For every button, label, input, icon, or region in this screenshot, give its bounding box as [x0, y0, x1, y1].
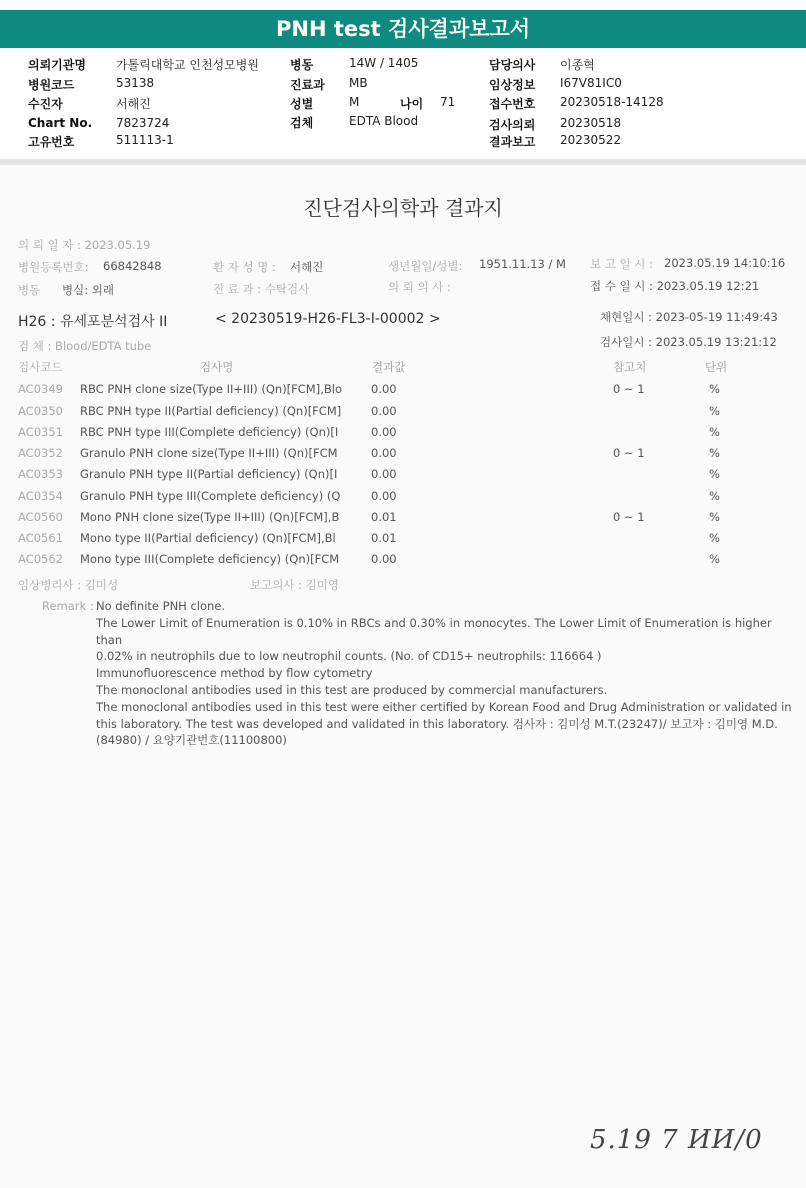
unique-id-label: 고유번호	[28, 135, 75, 149]
row-result: 0.01	[371, 510, 397, 524]
remark-line: The monoclonal antibodies used in this test were either certified by Korean Food and Drug Administration or validated in	[96, 699, 792, 714]
remark-block	[96, 598, 796, 749]
requesting-doctor: 의 뢰 의 사 :	[388, 280, 451, 294]
col-code-header: 검사코드	[18, 360, 63, 374]
remark-line: this laboratory. The test was developed and validated in this laboratory. 검사자 : 김미성 M.T.(23247)/ 보고자 : 김미영 M.D.	[96, 716, 778, 731]
table-row	[0, 446, 806, 467]
institution-label: 의뢰기관명	[28, 58, 86, 72]
request-date-label: 검사의뢰	[489, 118, 536, 132]
col-result-header: 결과값	[372, 360, 406, 374]
sex-label: 성별	[290, 97, 314, 111]
row-code: AC0349	[18, 382, 63, 396]
row-reference: 0 ~ 1	[613, 446, 645, 460]
age-value: 71	[440, 95, 456, 109]
row-unit: %	[709, 531, 720, 545]
row-test-name: Mono type II(Partial deficiency) (Qn)[FCM],Bl	[80, 531, 336, 545]
table-row	[0, 467, 806, 488]
department-line: 진 료 과 : 수탁검사	[213, 282, 310, 296]
table-row	[0, 531, 806, 552]
physician-value: 이종혁	[560, 58, 595, 72]
remark-line: (84980) / 요양기관번호(11100800)	[96, 733, 287, 748]
table-row	[0, 510, 806, 531]
row-result: 0.00	[371, 446, 397, 460]
receipt-time: 접 수 일 시 : 2023.05.19 12:21	[590, 279, 760, 293]
remark-line: Immunofluorescence method by flow cytometry	[96, 666, 373, 681]
table-row	[0, 404, 806, 425]
specimen-label: 검체	[290, 116, 314, 130]
row-code: AC0560	[18, 510, 63, 524]
row-result: 0.00	[371, 382, 397, 396]
table-row	[0, 552, 806, 573]
table-row	[0, 382, 806, 403]
accession-number: < 20230519-H26-FL3-I-00002 >	[215, 311, 441, 327]
chart-no-value: 7823724	[116, 116, 170, 130]
row-unit: %	[709, 552, 720, 566]
table-row	[0, 489, 806, 510]
row-result: 0.00	[371, 552, 397, 566]
col-unit-header: 단위	[705, 360, 728, 374]
remark-line: The Lower Limit of Enumeration is 0.10% in RBCs and 0.30% in monocytes. The Lower Limit of Enumeration is higher than	[96, 615, 772, 647]
clinical-info-value: I67V81IC0	[560, 76, 622, 90]
reporting-doctor: 보고의사 : 김미영	[250, 578, 339, 592]
row-result: 0.00	[371, 489, 397, 503]
row-reference: 0 ~ 1	[613, 382, 645, 396]
row-result: 0.01	[371, 531, 397, 545]
row-unit: %	[709, 467, 720, 481]
row-test-name: Mono PNH clone size(Type II+III) (Qn)[FCM],B	[80, 510, 340, 524]
row-reference: 0 ~ 1	[613, 510, 645, 524]
specimen-line: 검 체 : Blood/EDTA tube	[18, 339, 152, 353]
registration-value: 66842848	[103, 259, 162, 273]
row-unit: %	[709, 489, 720, 503]
department-value: MB	[349, 76, 368, 90]
results-table-header	[0, 359, 806, 380]
clinical-info-label: 임상정보	[489, 78, 536, 92]
physician-label: 담당의사	[489, 58, 536, 72]
row-test-name: Granulo PNH type III(Complete deficiency) (Q	[80, 489, 341, 503]
request-date-value: 20230518	[560, 116, 622, 130]
col-name-header: 검사명	[200, 360, 234, 374]
birth-sex-label: 생년월일/성별:	[388, 259, 463, 273]
report-time-label: 보 고 일 시 :	[590, 257, 653, 271]
patient-name-value: 서해진	[290, 260, 324, 274]
row-test-name: Mono type III(Complete deficiency) (Qn)[FCM	[80, 552, 340, 566]
hospital-code-value: 53138	[116, 76, 155, 90]
row-test-name: RBC PNH clone size(Type II+III) (Qn)[FCM],Blo	[80, 382, 342, 396]
row-code: AC0562	[18, 552, 63, 566]
remark-line: No definite PNH clone.	[96, 599, 226, 613]
report-date-value: 20230522	[560, 133, 622, 147]
ward-label: 병동	[290, 58, 314, 72]
technologist: 임상병리사 : 김미성	[18, 578, 119, 592]
registration-label: 병원등록번호:	[18, 260, 89, 274]
department-label: 진료과	[290, 78, 325, 92]
patient-value: 서해진	[116, 97, 151, 111]
age-label: 나이	[400, 97, 424, 111]
row-code: AC0352	[18, 446, 63, 460]
specimen-value: EDTA Blood	[349, 114, 419, 128]
report-date-label: 결과보고	[489, 135, 536, 149]
row-code: AC0351	[18, 425, 63, 439]
row-result: 0.00	[371, 467, 397, 481]
row-code: AC0561	[18, 531, 63, 545]
hospital-code-label: 병원코드	[28, 78, 75, 92]
row-test-name: RBC PNH type III(Complete deficiency) (Qn)[I	[80, 425, 339, 439]
test-name: H26 : 유세포분석검사 II	[18, 314, 168, 330]
birth-sex-value: 1951.11.13 / M	[479, 257, 566, 271]
request-date: 의 뢰 일 자 : 2023.05.19	[18, 238, 151, 252]
row-unit: %	[709, 446, 720, 460]
remark-label: Remark :	[42, 599, 94, 613]
row-unit: %	[709, 404, 720, 418]
patient-label: 수진자	[28, 97, 63, 111]
row-result: 0.00	[371, 404, 397, 418]
remark-line: 0.02% in neutrophils due to low neutrophil counts. (No. of CD15+ neutrophils: 116664 )	[96, 649, 602, 664]
row-unit: %	[709, 510, 720, 524]
row-code: AC0354	[18, 489, 63, 503]
banner-title: PNH test 검사결과보고서	[276, 17, 530, 41]
ward-value: 14W / 1405	[349, 56, 419, 70]
report-time-value: 2023.05.19 14:10:16	[664, 256, 786, 270]
sex-value: M	[349, 95, 360, 109]
report-title: 진단검사의학과 결과지	[303, 196, 503, 220]
collection-time: 채현일시 : 2023-05-19 11:49:43	[600, 310, 778, 324]
row-test-name: RBC PNH type II(Partial deficiency) (Qn)[FCM]	[80, 404, 342, 418]
row-code: AC0350	[18, 404, 63, 418]
ward-room-value: 병실: 외래	[62, 283, 114, 297]
receipt-no-label: 접수번호	[489, 97, 536, 111]
unique-id-value: 511113-1	[116, 133, 174, 147]
row-code: AC0353	[18, 467, 63, 481]
report-banner	[0, 10, 806, 48]
institution-value: 가톨릭대학교 인천성모병원	[116, 58, 259, 72]
receipt-no-value: 20230518-14128	[560, 95, 664, 109]
row-result: 0.00	[371, 425, 397, 439]
ward-room-label: 병동	[18, 283, 41, 297]
table-row	[0, 425, 806, 446]
handwritten-note: 5.19 7 ИИ/0	[590, 1125, 763, 1155]
row-test-name: Granulo PNH clone size(Type II+III) (Qn)[FCM	[80, 446, 338, 460]
row-unit: %	[709, 425, 720, 439]
row-unit: %	[709, 382, 720, 396]
exam-time: 검사일시 : 2023.05.19 13:21:12	[600, 335, 777, 349]
col-ref-header: 참고치	[613, 360, 647, 374]
chart-no-label: Chart No.	[28, 116, 93, 130]
patient-name-label: 환 자 성 명 :	[213, 260, 276, 274]
remark-line: The monoclonal antibodies used in this test are produced by commercial manufacturers.	[96, 682, 608, 697]
row-test-name: Granulo PNH type II(Partial deficiency) (Qn)[I	[80, 467, 338, 481]
